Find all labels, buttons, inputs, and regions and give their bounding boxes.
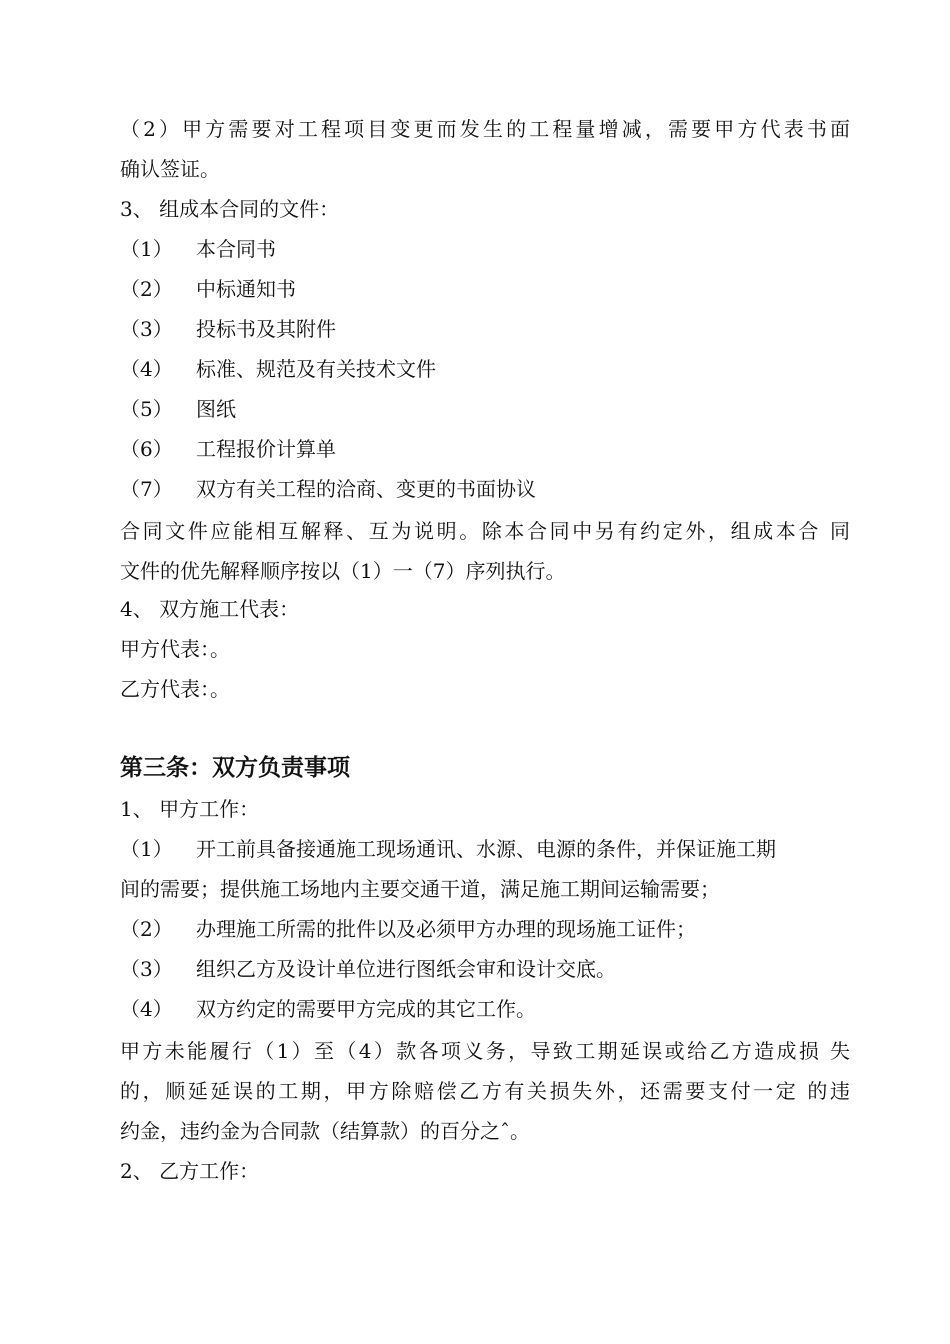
list-item-number: （7）	[120, 477, 173, 501]
list-item-number: （2）	[120, 277, 173, 301]
list-item-text: 办理施工所需的批件以及必须甲方办理的现场施工证件；	[196, 917, 696, 941]
list-item-number: （3）	[120, 957, 173, 981]
paragraph-line: 甲方未能履行（1）至（4）款各项义务，导致工期延误或给乙方造成损 失	[120, 1039, 850, 1063]
list-item	[120, 997, 850, 1021]
list-item-text: 组织乙方及设计单位进行图纸会审和设计交底。	[196, 957, 616, 981]
paragraph-line: （2）甲方需要对工程项目变更而发生的工程量增减，需要甲方代表书面	[120, 117, 850, 141]
list-item-text: 双方约定的需要甲方完成的其它工作。	[196, 997, 536, 1021]
list-item	[120, 277, 850, 301]
list-item	[120, 437, 850, 461]
list-item-text: 中标通知书	[196, 277, 296, 301]
paragraph-line: 约金，违约金为合同款（结算款）的百分之ˆ。	[120, 1119, 530, 1143]
list-item	[120, 397, 850, 421]
list-item-text: 工程报价计算单	[196, 437, 336, 461]
list-item-number: （6）	[120, 437, 173, 461]
party-b-work-heading: 2、 乙方工作：	[120, 1159, 260, 1183]
paragraph-line: 文件的优先解释顺序按以（1）一（7）序列执行。	[120, 559, 566, 583]
list-item	[120, 917, 850, 941]
paragraph-line: 确认签证。	[120, 157, 220, 181]
list-item-text: 图纸	[196, 397, 236, 421]
article-3-title: 第三条：双方负责事项	[120, 755, 350, 781]
party-a-work-heading: 1、 甲方工作：	[120, 797, 260, 821]
list-item	[120, 317, 850, 341]
list-item-text: 标准、规范及有关技术文件	[196, 357, 436, 381]
list-item-number: （5）	[120, 397, 173, 421]
section-3-heading: 3、 组成本合同的文件：	[120, 197, 340, 221]
list-item-number: （3）	[120, 317, 173, 341]
list-item-number: （2）	[120, 917, 173, 941]
list-item-text: 本合同书	[196, 237, 276, 261]
representative-a: 甲方代表：。	[120, 637, 230, 661]
list-item-number: （4）	[120, 997, 173, 1021]
list-item-text: 投标书及其附件	[196, 317, 336, 341]
list-item-number: （1）	[120, 237, 173, 261]
list-item-continuation: 间的需要；提供施工场地内主要交通干道，满足施工期间运输需要；	[120, 877, 720, 901]
list-item-number: （1）	[120, 837, 173, 861]
list-item	[120, 237, 850, 261]
list-item-text: 开工前具备接通施工现场通讯、水源、电源的条件，并保证施工期	[196, 837, 776, 861]
list-item	[120, 357, 850, 381]
list-item-text: 双方有关工程的洽商、变更的书面协议	[196, 477, 536, 501]
representative-b: 乙方代表：。	[120, 677, 230, 701]
list-item	[120, 957, 850, 981]
list-item-number: （4）	[120, 357, 173, 381]
list-item	[120, 837, 850, 861]
list-item	[120, 477, 850, 501]
paragraph-line: 合同文件应能相互解释、互为说明。除本合同中另有约定外，组成本合 同	[120, 519, 850, 543]
paragraph-line: 的，顺延延误的工期，甲方除赔偿乙方有关损失外，还需要支付一定 的违	[120, 1079, 850, 1103]
section-4-heading: 4、 双方施工代表：	[120, 597, 300, 621]
